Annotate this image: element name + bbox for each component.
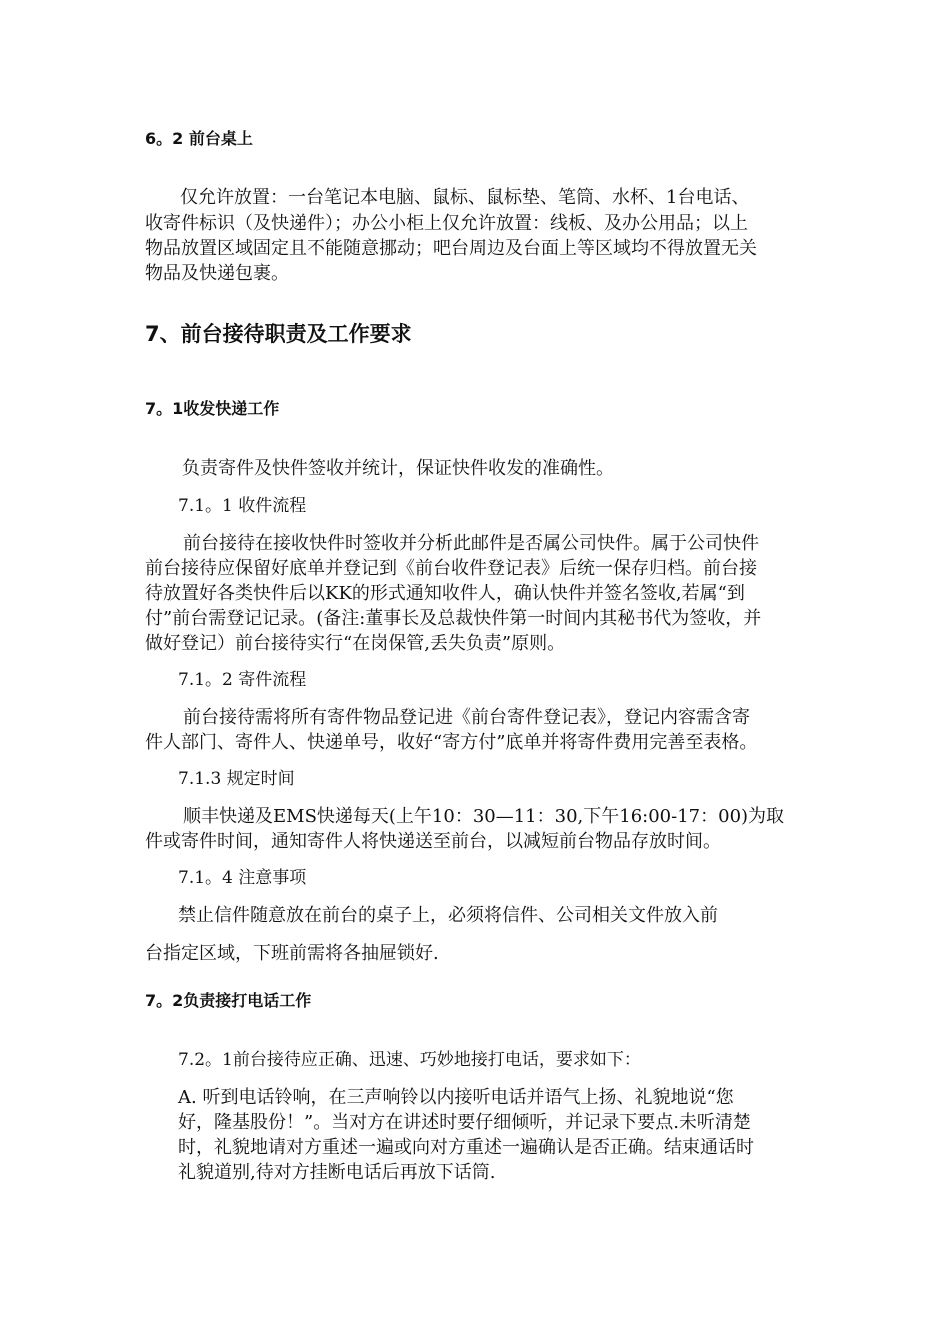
section-7-1-4-heading: 7.1。4 注意事项	[178, 868, 307, 888]
section-7-1-1-line: 前台接待应保留好底单并登记到《前台收件登记表》后统一保存归档。前台接	[145, 558, 757, 579]
section-7-2-1-heading: 7.2。1前台接待应正确、迅速、巧妙地接打电话，要求如下：	[178, 1050, 641, 1070]
section-7-2-item-a-line: 时，礼貌地请对方重述一遍或向对方重述一遍确认是否正确。结束通话时	[178, 1137, 754, 1158]
section-6-2-paragraph-line: 物品及快递包裹。	[145, 263, 289, 284]
section-7-1-heading: 7。1收发快递工作	[145, 399, 280, 418]
section-7-1-1-line: 待放置好各类快件后以KK的形式通知收件人，确认快件并签名签收,若属“到	[145, 583, 745, 604]
section-7-2-item-a-line: 礼貌道别,待对方挂断电话后再放下话筒.	[178, 1162, 496, 1183]
section-7-1-2-line: 前台接待需将所有寄件物品登记进《前台寄件登记表》，登记内容需含寄	[183, 707, 750, 728]
section-7-1-2-line: 件人部门、寄件人、快递单号，收好“寄方付”底单并将寄件费用完善至表格。	[145, 732, 758, 753]
section-6-2-paragraph-line: 收寄件标识（及快递件）；办公小柜上仅允许放置：线板、及办公用品；以上	[145, 213, 748, 234]
section-7-1-4-line: 台指定区域，下班前需将各抽屉锁好.	[145, 943, 439, 964]
section-7-heading: 7、前台接待职责及工作要求	[145, 322, 412, 346]
section-7-1-2-heading: 7.1。2 寄件流程	[178, 670, 307, 690]
section-6-2-paragraph-line: 物品放置区域固定且不能随意挪动；吧台周边及台面上等区域均不得放置无关	[145, 238, 757, 259]
section-6-2-paragraph-line: 仅允许放置：一台笔记本电脑、鼠标、鼠标垫、笔筒、水杯、1台电话、	[180, 187, 750, 208]
section-7-1-1-line: 前台接待在接收快件时签收并分析此邮件是否属公司快件。属于公司快件	[183, 533, 759, 554]
section-7-2-item-a-line: A. 听到电话铃响，在三声响铃以内接听电话并语气上扬、礼貌地说“您	[178, 1087, 734, 1108]
section-7-1-intro: 负责寄件及快件签收并统计，保证快件收发的准确性。	[182, 458, 614, 479]
section-7-1-1-heading: 7.1。1 收件流程	[178, 496, 307, 516]
section-7-1-3-heading: 7.1.3 规定时间	[178, 769, 295, 789]
section-7-2-heading: 7。2负责接打电话工作	[145, 991, 312, 1010]
section-6-2-heading: 6。2 前台桌上	[145, 129, 253, 148]
section-7-1-1-line: 做好登记）前台接待实行“在岗保管,丢失负责”原则。	[145, 633, 566, 654]
section-7-2-item-a-line: 好，隆基股份！”。当对方在讲述时要仔细倾听，并记录下要点.未听清楚	[178, 1112, 751, 1133]
section-7-1-4-line: 禁止信件随意放在前台的桌子上，必须将信件、公司相关文件放入前	[178, 905, 718, 926]
section-7-1-3-line: 顺丰快递及EMS快递每天(上午10：30—11：30,下午16:00-17：00)为取	[183, 806, 785, 827]
section-7-1-1-line: 付”前台需登记记录。(备注:董事长及总裁快件第一时间内其秘书代为签收，并	[145, 608, 762, 629]
section-7-1-3-line: 件或寄件时间，通知寄件人将快递送至前台，以减短前台物品存放时间。	[145, 831, 721, 852]
